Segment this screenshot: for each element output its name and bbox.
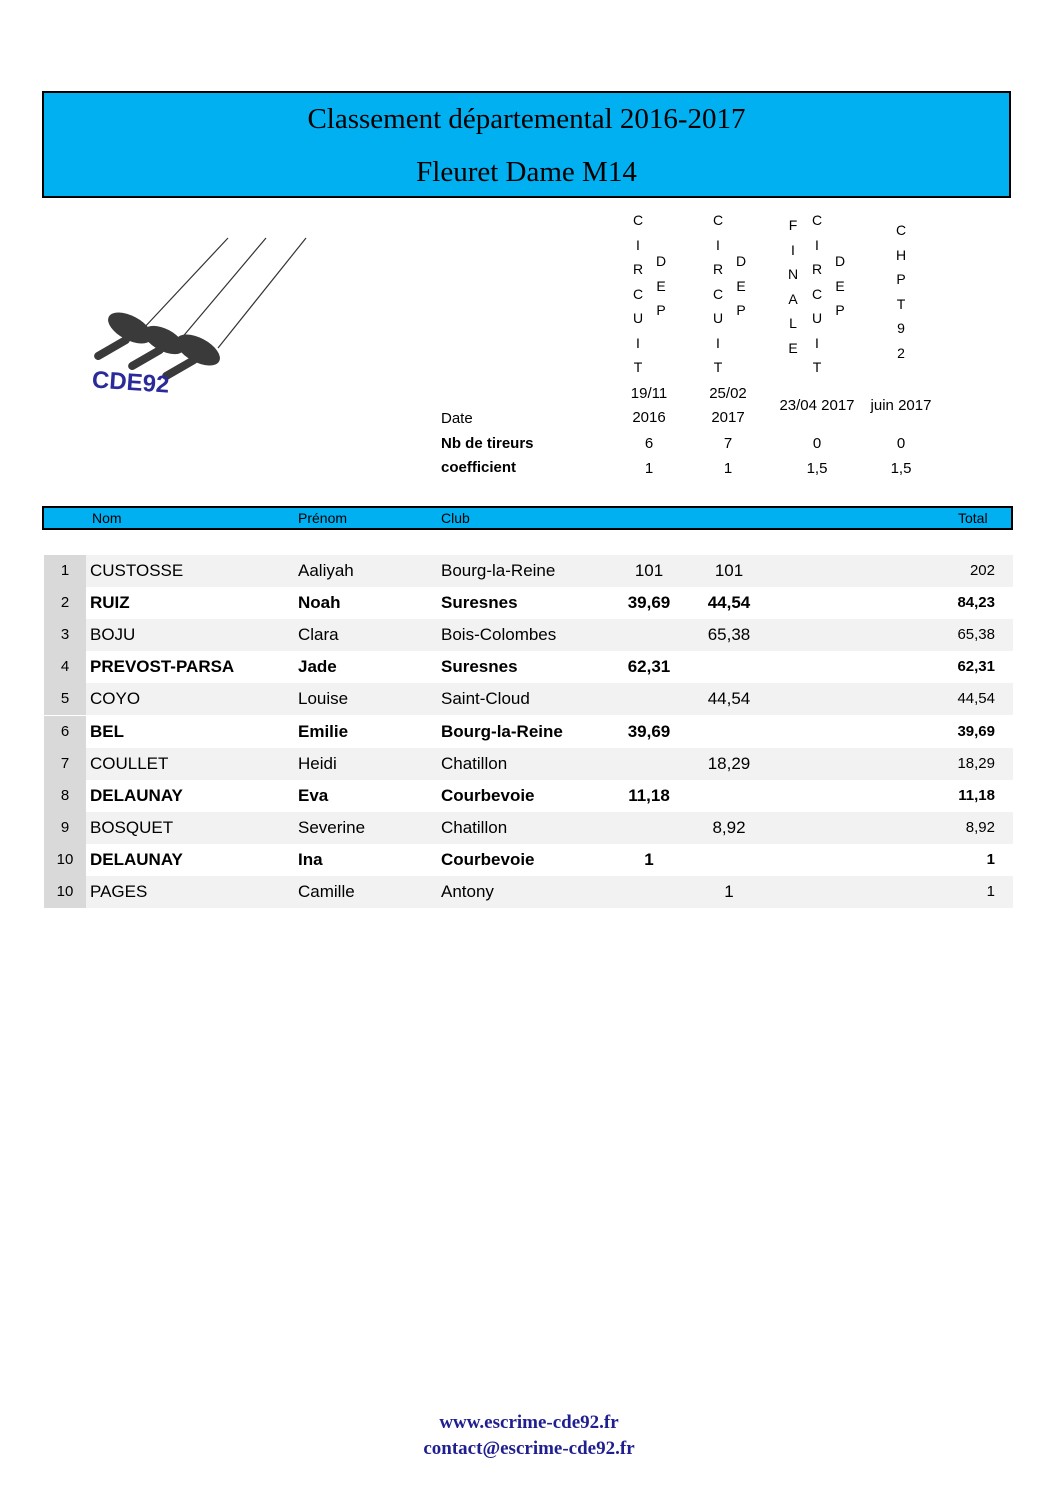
- table-row: [44, 812, 1013, 844]
- club-cell: Chatillon: [441, 753, 508, 773]
- competition-2-vertical-label-col1: [711, 208, 725, 380]
- nom-cell: DELAUNAY: [90, 849, 183, 869]
- competition-1-vertical-label-col1: [631, 208, 645, 380]
- vertical-letter: H: [895, 246, 907, 263]
- result-circuit-1-cell: 39,69: [627, 593, 671, 613]
- rank-cell: 3: [44, 619, 86, 651]
- competition-3-vertical-label-col0: [786, 213, 800, 360]
- vertical-letter: L: [789, 315, 797, 331]
- table-row: [44, 555, 1013, 587]
- prenom-cell: Eva: [298, 785, 329, 805]
- rank-cell: 6: [44, 716, 86, 748]
- vertical-letter: U: [712, 310, 724, 326]
- vertical-letter: E: [656, 277, 666, 294]
- comp4-coefficient: 1,5: [890, 460, 912, 477]
- prenom-cell: Ina: [298, 849, 323, 869]
- nom-cell: PAGES: [90, 882, 148, 901]
- prenom-cell: Camille: [298, 882, 355, 901]
- comp2-coefficient: 1: [723, 460, 733, 477]
- page-title: Classement départemental 2016-2017: [307, 103, 746, 135]
- table-row: [44, 780, 1013, 812]
- comp4-nb-tireurs: 0: [896, 435, 906, 452]
- total-cell: 65,38: [957, 626, 995, 644]
- rank-cell: 7: [44, 748, 86, 780]
- club-cell: Bois-Colombes: [441, 625, 557, 645]
- nom-cell: CUSTOSSE: [90, 561, 184, 580]
- nom-cell: BOJU: [90, 625, 136, 645]
- vertical-letter: T: [812, 359, 822, 375]
- vertical-letter: T: [633, 359, 643, 375]
- vertical-letter: C: [712, 285, 724, 302]
- vertical-letter: E: [788, 339, 798, 356]
- club-cell: Saint-Cloud: [441, 689, 530, 709]
- prenom-cell: Severine: [298, 817, 366, 837]
- vertical-letter: C: [712, 212, 724, 228]
- club-cell: Bourg-la-Reine: [441, 561, 556, 580]
- result-circuit-1-cell: 62,31: [627, 657, 671, 677]
- rank-cell: 10: [44, 876, 86, 908]
- comp2-nb-tireurs: 7: [723, 435, 733, 452]
- total-cell: 1: [986, 883, 995, 900]
- vertical-letter: U: [632, 310, 644, 326]
- competition-3-vertical-label-col2: [833, 249, 847, 323]
- vertical-letter: I: [791, 241, 795, 258]
- vertical-letter: E: [835, 277, 845, 294]
- competition-4-vertical-label-col1: [894, 218, 908, 365]
- total-cell: 202: [969, 562, 995, 579]
- nom-cell: COULLET: [90, 753, 169, 773]
- comp1-date-line2: 2016: [632, 409, 666, 426]
- nom-cell: BEL: [90, 721, 124, 741]
- vertical-letter: N: [787, 266, 799, 282]
- vertical-letter: D: [834, 253, 846, 269]
- rank-cell: 9: [44, 812, 86, 844]
- table-row: [44, 844, 1013, 876]
- vertical-letter: R: [811, 261, 823, 277]
- table-row: [44, 587, 1013, 619]
- result-circuit-2-cell: 18,29: [707, 753, 751, 773]
- vertical-letter: C: [895, 222, 907, 238]
- nom-cell: BOSQUET: [90, 817, 174, 837]
- comp1-nb-tireurs: 6: [644, 435, 654, 452]
- prenom-cell: Aaliyah: [298, 561, 354, 580]
- comp3-date: 23/04 2017: [779, 397, 855, 414]
- foil-blade-3: [218, 238, 306, 348]
- col-header-club: Club: [441, 510, 470, 526]
- prenom-cell: Jade: [298, 657, 337, 677]
- vertical-letter: 9: [897, 320, 905, 336]
- result-circuit-2-cell: 1: [724, 882, 734, 901]
- vertical-letter: D: [655, 253, 667, 269]
- prenom-cell: Louise: [298, 689, 349, 709]
- total-cell: 44,54: [957, 690, 995, 708]
- club-cell: Bourg-la-Reine: [441, 721, 563, 741]
- title-banner: [42, 91, 1011, 198]
- club-cell: Chatillon: [441, 817, 508, 837]
- vertical-letter: F: [788, 217, 798, 233]
- total-cell: 11,18: [958, 786, 995, 804]
- vertical-letter: C: [632, 212, 644, 228]
- total-cell: 8,92: [965, 818, 995, 836]
- vertical-letter: T: [896, 295, 906, 312]
- vertical-letter: C: [811, 285, 823, 302]
- vertical-letter: I: [815, 236, 819, 253]
- vertical-letter: A: [788, 290, 798, 307]
- result-circuit-2-cell: 44,54: [707, 593, 751, 613]
- rank-cell: 2: [44, 587, 86, 619]
- nom-cell: RUIZ: [90, 593, 130, 613]
- date-label: Date: [441, 410, 473, 427]
- comp2-date-line1: 25/02: [709, 385, 747, 402]
- foil-blade-1: [142, 238, 228, 330]
- club-cell: Suresnes: [441, 593, 518, 613]
- nom-cell: COYO: [90, 689, 141, 709]
- rank-cell: 5: [44, 683, 86, 715]
- table-row: [44, 619, 1013, 651]
- comp1-date-line1: 19/11: [630, 385, 668, 402]
- vertical-letter: C: [632, 285, 644, 302]
- result-circuit-2-cell: 101: [714, 561, 744, 580]
- foil-blade-2: [180, 238, 266, 340]
- rank-cell: 8: [44, 780, 86, 812]
- nom-cell: DELAUNAY: [90, 785, 183, 805]
- competition-1-vertical-label-col2: [654, 249, 668, 323]
- prenom-cell: Noah: [298, 593, 341, 613]
- vertical-letter: P: [835, 302, 845, 318]
- prenom-cell: Emilie: [298, 721, 349, 741]
- result-circuit-1-cell: 39,69: [627, 721, 671, 741]
- page-subtitle: Fleuret Dame M14: [416, 156, 637, 188]
- vertical-letter: E: [736, 277, 746, 294]
- vertical-letter: P: [656, 302, 666, 318]
- vertical-letter: R: [632, 261, 644, 277]
- club-cell: Antony: [441, 882, 494, 901]
- logo-text: CDE92: [91, 366, 171, 399]
- result-circuit-2-cell: 44,54: [707, 689, 751, 709]
- vertical-letter: P: [896, 271, 906, 287]
- vertical-letter: T: [713, 359, 723, 375]
- rank-cell: 1: [44, 555, 86, 587]
- col-header-nom: Nom: [92, 510, 122, 526]
- total-cell: 84,23: [957, 594, 995, 612]
- competition-3-vertical-label-col1: [810, 208, 824, 380]
- total-cell: 62,31: [957, 658, 995, 676]
- coefficient-label: coefficient: [441, 459, 517, 476]
- col-header-total: Total: [958, 510, 988, 526]
- comp2-date-line2: 2017: [711, 409, 745, 426]
- table-header: [42, 506, 1013, 530]
- vertical-letter: D: [735, 253, 747, 269]
- table-row: [44, 683, 1013, 715]
- result-circuit-1-cell: 101: [634, 561, 664, 580]
- prenom-cell: Heidi: [298, 753, 337, 773]
- total-cell: 18,29: [957, 754, 995, 772]
- table-row: [44, 876, 1013, 908]
- vertical-letter: 2: [897, 344, 905, 361]
- result-circuit-2-cell: 65,38: [707, 625, 751, 645]
- club-cell: Suresnes: [441, 657, 518, 677]
- table-row: [44, 651, 1013, 683]
- total-cell: 1: [986, 850, 995, 868]
- nom-cell: PREVOST-PARSA: [90, 657, 235, 677]
- rank-cell: 10: [44, 844, 86, 876]
- result-circuit-1-cell: 11,18: [628, 785, 670, 805]
- vertical-letter: C: [811, 212, 823, 228]
- footer-email[interactable]: contact@escrime-cde92.fr: [423, 1438, 635, 1459]
- col-header-prenom: Prénom: [298, 510, 348, 526]
- club-cell: Courbevoie: [441, 785, 535, 805]
- nb-tireurs-label: Nb de tireurs: [441, 435, 534, 452]
- competition-2-vertical-label-col2: [734, 249, 748, 323]
- vertical-letter: I: [716, 334, 720, 351]
- vertical-letter: I: [636, 236, 640, 253]
- rank-cell: 4: [44, 651, 86, 683]
- vertical-letter: P: [736, 302, 746, 318]
- comp3-nb-tireurs: 0: [812, 435, 822, 452]
- vertical-letter: U: [811, 310, 823, 326]
- comp1-coefficient: 1: [644, 460, 654, 477]
- result-circuit-1-cell: 1: [644, 849, 654, 869]
- prenom-cell: Clara: [298, 625, 339, 645]
- vertical-letter: I: [716, 236, 720, 253]
- club-cell: Courbevoie: [441, 849, 535, 869]
- table-row: [44, 716, 1013, 748]
- comp4-date: juin 2017: [870, 397, 932, 414]
- comp3-coefficient: 1,5: [806, 460, 828, 477]
- total-cell: 39,69: [957, 722, 995, 740]
- vertical-letter: I: [815, 334, 819, 351]
- footer-website[interactable]: www.escrime-cde92.fr: [439, 1412, 619, 1433]
- result-circuit-2-cell: 8,92: [712, 817, 746, 837]
- table-row: [44, 748, 1013, 780]
- vertical-letter: I: [636, 334, 640, 351]
- cde92-logo: [80, 232, 320, 402]
- vertical-letter: R: [712, 261, 724, 277]
